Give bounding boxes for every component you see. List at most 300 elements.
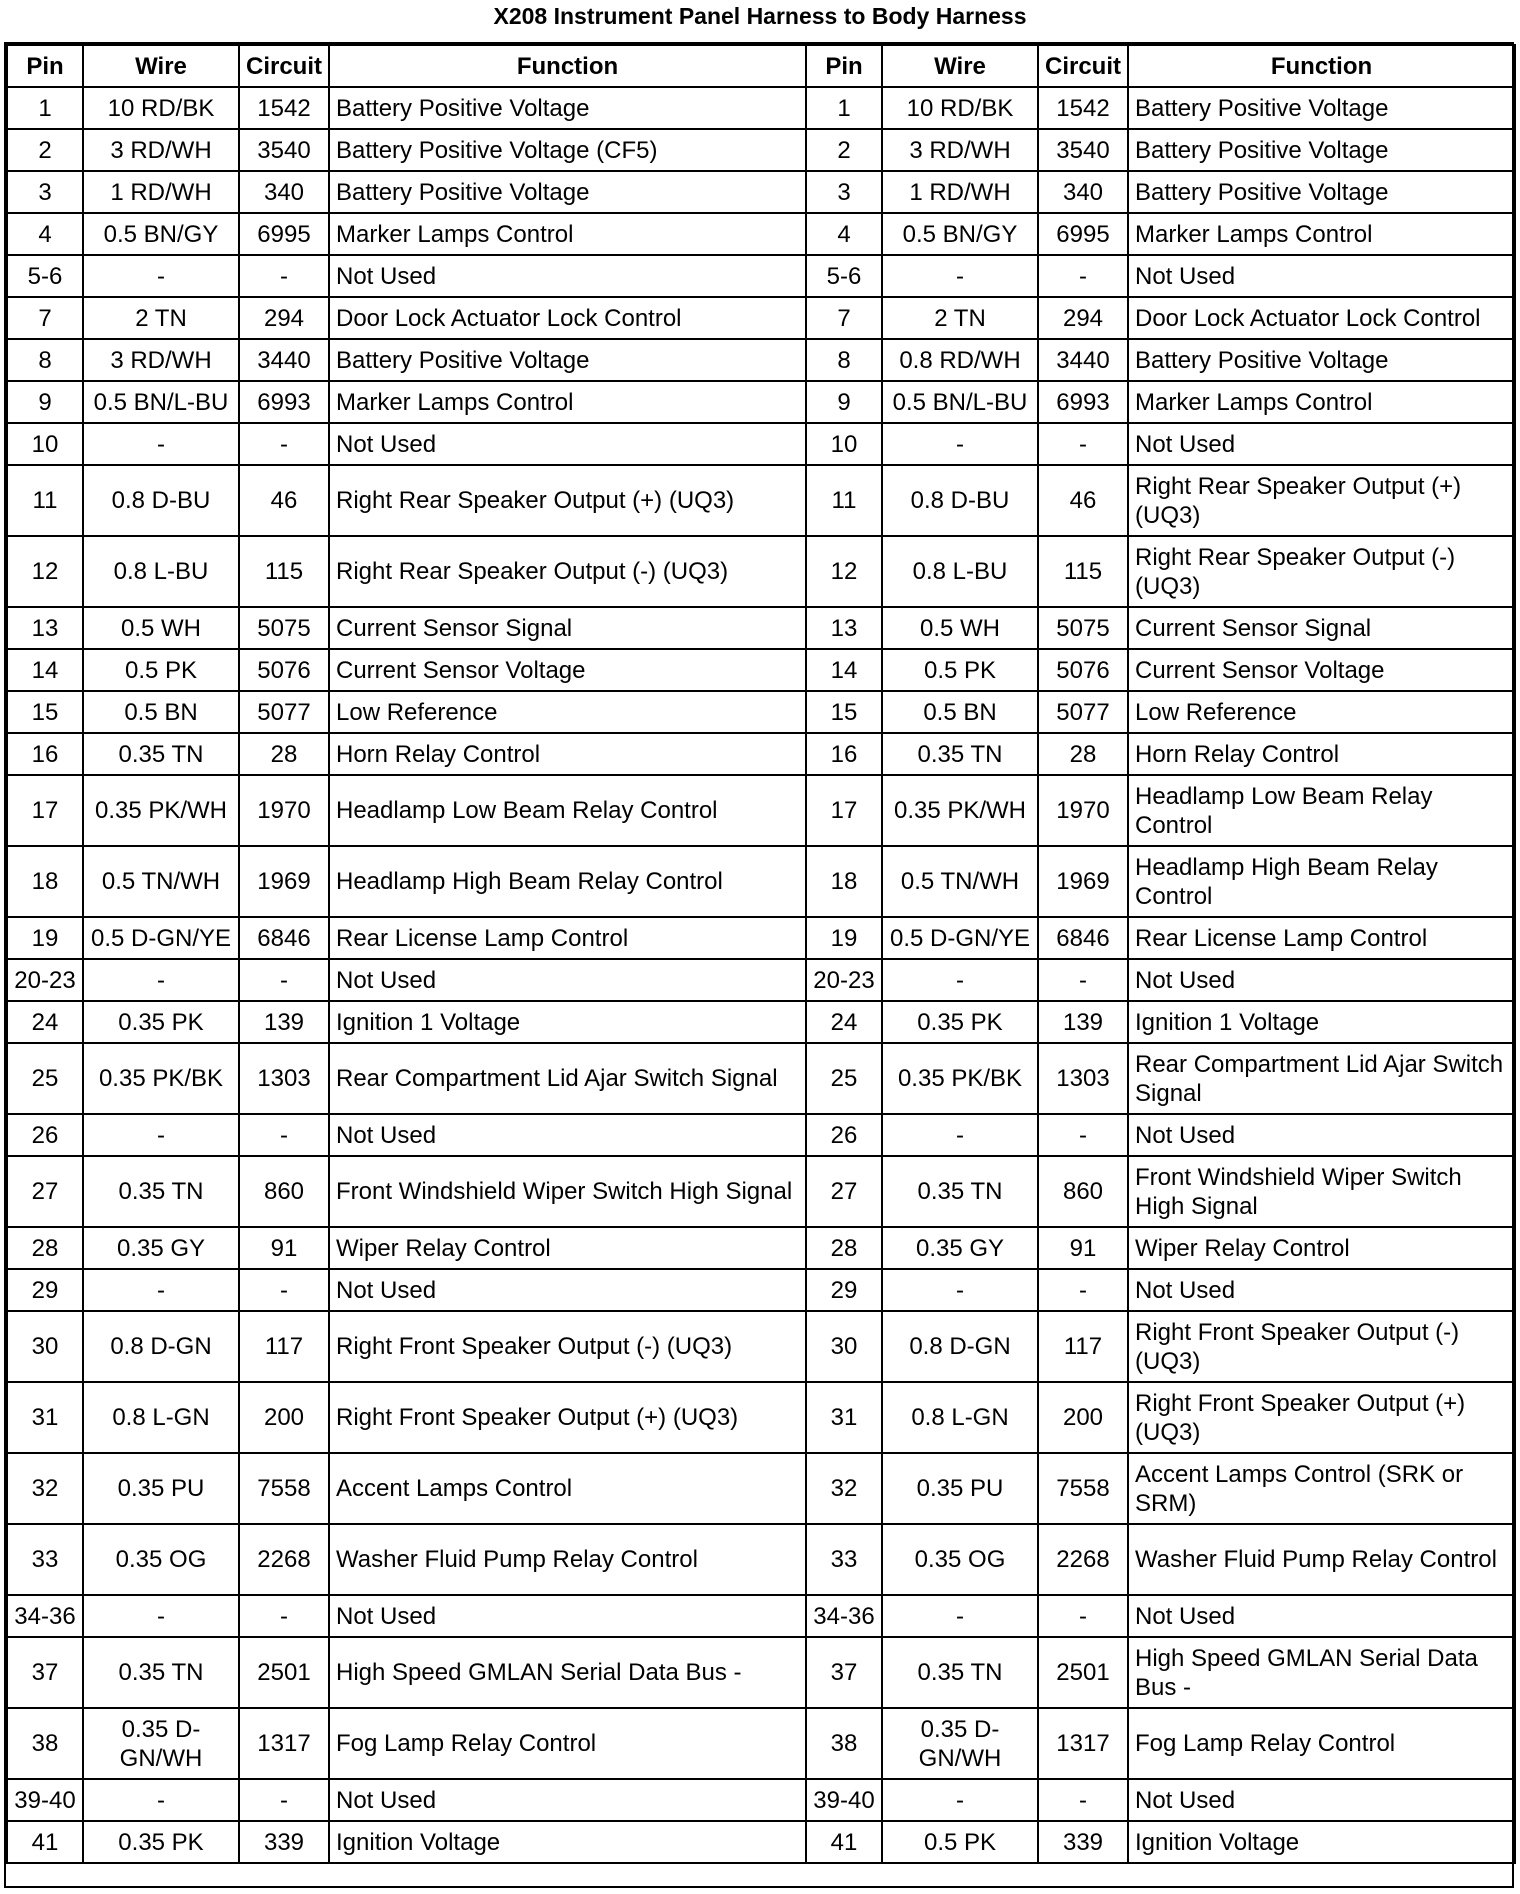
- wire-right-cell: 0.35 D-GN/WH: [882, 1708, 1038, 1779]
- table-row: [7, 733, 1515, 775]
- function-right-cell: Not Used: [1128, 1269, 1515, 1311]
- circuit-right-cell: 117: [1038, 1311, 1128, 1382]
- pin-left-cell: 3: [7, 171, 83, 213]
- function-right-cell: Wiper Relay Control: [1128, 1227, 1515, 1269]
- circuit-left-cell: 115: [239, 536, 329, 607]
- wire-left-cell: 10 RD/BK: [83, 87, 239, 129]
- pin-left-cell: 17: [7, 775, 83, 846]
- circuit-left-cell: 5077: [239, 691, 329, 733]
- pin-right-cell: 11: [806, 465, 882, 536]
- pin-left-cell: 7: [7, 297, 83, 339]
- pin-right-cell: 29: [806, 1269, 882, 1311]
- pin-left-cell: 18: [7, 846, 83, 917]
- circuit-right-cell: -: [1038, 1595, 1128, 1637]
- pin-left-cell: 11: [7, 465, 83, 536]
- wire-left-cell: -: [83, 1595, 239, 1637]
- function-right-cell: Not Used: [1128, 1779, 1515, 1821]
- pin-right-cell: 32: [806, 1453, 882, 1524]
- function-right-cell: Horn Relay Control: [1128, 733, 1515, 775]
- wire-right-cell: 0.5 TN/WH: [882, 846, 1038, 917]
- function-right-cell: Door Lock Actuator Lock Control: [1128, 297, 1515, 339]
- wire-left-cell: 0.35 TN: [83, 1637, 239, 1708]
- table-row: [7, 381, 1515, 423]
- wire-left-cell: 0.5 BN: [83, 691, 239, 733]
- pin-right-cell: 37: [806, 1637, 882, 1708]
- function-right-cell: Not Used: [1128, 255, 1515, 297]
- pin-right-cell: 33: [806, 1524, 882, 1595]
- wire-right-cell: 0.35 TN: [882, 1156, 1038, 1227]
- wire-right-cell: -: [882, 959, 1038, 1001]
- pin-right-cell: 2: [806, 129, 882, 171]
- function-left-cell: Headlamp High Beam Relay Control: [329, 846, 806, 917]
- circuit-right-cell: -: [1038, 1269, 1128, 1311]
- pin-left-cell: 24: [7, 1001, 83, 1043]
- circuit-left-cell: 860: [239, 1156, 329, 1227]
- pin-right-cell: 1: [806, 87, 882, 129]
- pin-left-cell: 38: [7, 1708, 83, 1779]
- pin-left-cell: 9: [7, 381, 83, 423]
- table-row: [7, 129, 1515, 171]
- wire-left-cell: 0.35 PK/BK: [83, 1043, 239, 1114]
- wire-left-cell: 0.35 GY: [83, 1227, 239, 1269]
- function-right-cell: Low Reference: [1128, 691, 1515, 733]
- function-left-cell: Not Used: [329, 423, 806, 465]
- circuit-left-cell: 117: [239, 1311, 329, 1382]
- table-row: [7, 1453, 1515, 1524]
- pin-left-cell: 32: [7, 1453, 83, 1524]
- function-right-cell: Not Used: [1128, 959, 1515, 1001]
- wire-right-cell: 0.35 PK/BK: [882, 1043, 1038, 1114]
- circuit-right-cell: 6993: [1038, 381, 1128, 423]
- table-row: [7, 1156, 1515, 1227]
- wire-right-cell: 0.5 BN/L-BU: [882, 381, 1038, 423]
- pin-right-cell: 12: [806, 536, 882, 607]
- wire-right-cell: 0.35 PU: [882, 1453, 1038, 1524]
- wire-right-cell: 0.5 BN/GY: [882, 213, 1038, 255]
- circuit-left-cell: 7558: [239, 1453, 329, 1524]
- circuit-right-cell: 2268: [1038, 1524, 1128, 1595]
- circuit-right-cell: 1969: [1038, 846, 1128, 917]
- pin-right-cell: 9: [806, 381, 882, 423]
- header-circuit-left: Circuit: [239, 45, 329, 87]
- wire-left-cell: 0.5 PK: [83, 649, 239, 691]
- table-row: [7, 846, 1515, 917]
- wire-left-cell: 0.35 PU: [83, 1453, 239, 1524]
- wire-right-cell: -: [882, 1595, 1038, 1637]
- wire-right-cell: 0.8 RD/WH: [882, 339, 1038, 381]
- pin-right-cell: 26: [806, 1114, 882, 1156]
- wire-left-cell: 0.8 D-BU: [83, 465, 239, 536]
- pin-left-cell: 12: [7, 536, 83, 607]
- circuit-right-cell: 1970: [1038, 775, 1128, 846]
- pin-left-cell: 19: [7, 917, 83, 959]
- pin-left-cell: 33: [7, 1524, 83, 1595]
- function-left-cell: Rear Compartment Lid Ajar Switch Signal: [329, 1043, 806, 1114]
- pin-left-cell: 14: [7, 649, 83, 691]
- wire-left-cell: -: [83, 1779, 239, 1821]
- wire-left-cell: 0.35 PK/WH: [83, 775, 239, 846]
- wire-right-cell: 0.35 GY: [882, 1227, 1038, 1269]
- circuit-left-cell: 1317: [239, 1708, 329, 1779]
- wire-right-cell: 2 TN: [882, 297, 1038, 339]
- wire-right-cell: 0.5 D-GN/YE: [882, 917, 1038, 959]
- function-left-cell: Front Windshield Wiper Switch High Signal: [329, 1156, 806, 1227]
- table-row: [7, 959, 1515, 1001]
- pin-right-cell: 38: [806, 1708, 882, 1779]
- pin-right-cell: 8: [806, 339, 882, 381]
- circuit-right-cell: -: [1038, 423, 1128, 465]
- function-left-cell: Not Used: [329, 1779, 806, 1821]
- circuit-left-cell: -: [239, 255, 329, 297]
- function-left-cell: Door Lock Actuator Lock Control: [329, 297, 806, 339]
- function-left-cell: High Speed GMLAN Serial Data Bus -: [329, 1637, 806, 1708]
- circuit-left-cell: 139: [239, 1001, 329, 1043]
- table-row: [7, 297, 1515, 339]
- table-row: [7, 607, 1515, 649]
- wire-left-cell: 3 RD/WH: [83, 339, 239, 381]
- table-row: [7, 917, 1515, 959]
- table-row: [7, 1595, 1515, 1637]
- table-header-row: [7, 45, 1515, 87]
- wire-right-cell: -: [882, 423, 1038, 465]
- wire-left-cell: -: [83, 1114, 239, 1156]
- function-left-cell: Not Used: [329, 255, 806, 297]
- circuit-right-cell: 7558: [1038, 1453, 1128, 1524]
- function-left-cell: Ignition Voltage: [329, 1821, 806, 1863]
- function-left-cell: Battery Positive Voltage: [329, 87, 806, 129]
- circuit-right-cell: 1542: [1038, 87, 1128, 129]
- table-row: [7, 465, 1515, 536]
- function-right-cell: Battery Positive Voltage: [1128, 171, 1515, 213]
- table-row: [7, 775, 1515, 846]
- wire-right-cell: 10 RD/BK: [882, 87, 1038, 129]
- circuit-right-cell: 6846: [1038, 917, 1128, 959]
- wire-right-cell: 0.8 L-BU: [882, 536, 1038, 607]
- pin-left-cell: 26: [7, 1114, 83, 1156]
- table-row: [7, 1269, 1515, 1311]
- pin-left-cell: 30: [7, 1311, 83, 1382]
- circuit-left-cell: -: [239, 1269, 329, 1311]
- wire-left-cell: 0.5 BN/GY: [83, 213, 239, 255]
- function-left-cell: Current Sensor Voltage: [329, 649, 806, 691]
- function-left-cell: Right Front Speaker Output (+) (UQ3): [329, 1382, 806, 1453]
- function-right-cell: Not Used: [1128, 1595, 1515, 1637]
- table-body: [7, 87, 1515, 1863]
- pin-left-cell: 10: [7, 423, 83, 465]
- wire-left-cell: 0.5 D-GN/YE: [83, 917, 239, 959]
- table-row: [7, 1001, 1515, 1043]
- circuit-left-cell: 200: [239, 1382, 329, 1453]
- circuit-left-cell: -: [239, 1114, 329, 1156]
- circuit-left-cell: 340: [239, 171, 329, 213]
- function-left-cell: Washer Fluid Pump Relay Control: [329, 1524, 806, 1595]
- pinout-table: [6, 44, 1516, 1864]
- circuit-right-cell: 5076: [1038, 649, 1128, 691]
- function-left-cell: Not Used: [329, 959, 806, 1001]
- wire-left-cell: 0.5 WH: [83, 607, 239, 649]
- wire-right-cell: 0.5 PK: [882, 649, 1038, 691]
- pin-left-cell: 13: [7, 607, 83, 649]
- pin-right-cell: 31: [806, 1382, 882, 1453]
- function-right-cell: Rear License Lamp Control: [1128, 917, 1515, 959]
- pin-right-cell: 13: [806, 607, 882, 649]
- circuit-right-cell: -: [1038, 1114, 1128, 1156]
- wire-left-cell: 0.35 TN: [83, 733, 239, 775]
- function-right-cell: Front Windshield Wiper Switch High Signal: [1128, 1156, 1515, 1227]
- circuit-left-cell: 5075: [239, 607, 329, 649]
- wire-right-cell: -: [882, 255, 1038, 297]
- table-row: [7, 536, 1515, 607]
- function-right-cell: Not Used: [1128, 423, 1515, 465]
- pin-right-cell: 24: [806, 1001, 882, 1043]
- table-row: [7, 339, 1515, 381]
- pin-right-cell: 27: [806, 1156, 882, 1227]
- table-row: [7, 1382, 1515, 1453]
- function-left-cell: Right Front Speaker Output (-) (UQ3): [329, 1311, 806, 1382]
- wire-left-cell: 0.35 OG: [83, 1524, 239, 1595]
- pin-right-cell: 28: [806, 1227, 882, 1269]
- function-left-cell: Battery Positive Voltage: [329, 171, 806, 213]
- wire-left-cell: -: [83, 255, 239, 297]
- circuit-right-cell: 5077: [1038, 691, 1128, 733]
- header-pin-left: Pin: [7, 45, 83, 87]
- pin-left-cell: 31: [7, 1382, 83, 1453]
- wire-left-cell: 0.8 L-BU: [83, 536, 239, 607]
- wire-left-cell: 1 RD/WH: [83, 171, 239, 213]
- function-left-cell: Battery Positive Voltage (CF5): [329, 129, 806, 171]
- function-left-cell: Not Used: [329, 1114, 806, 1156]
- circuit-left-cell: 6846: [239, 917, 329, 959]
- function-right-cell: Ignition Voltage: [1128, 1821, 1515, 1863]
- circuit-right-cell: 339: [1038, 1821, 1128, 1863]
- circuit-right-cell: 294: [1038, 297, 1128, 339]
- function-left-cell: Marker Lamps Control: [329, 213, 806, 255]
- function-right-cell: Accent Lamps Control (SRK or SRM): [1128, 1453, 1515, 1524]
- function-right-cell: Right Front Speaker Output (+) (UQ3): [1128, 1382, 1515, 1453]
- function-right-cell: Right Front Speaker Output (-) (UQ3): [1128, 1311, 1515, 1382]
- pin-left-cell: 34-36: [7, 1595, 83, 1637]
- circuit-left-cell: 1542: [239, 87, 329, 129]
- circuit-right-cell: 340: [1038, 171, 1128, 213]
- function-left-cell: Current Sensor Signal: [329, 607, 806, 649]
- function-right-cell: Battery Positive Voltage: [1128, 339, 1515, 381]
- circuit-right-cell: 28: [1038, 733, 1128, 775]
- wire-right-cell: 0.35 TN: [882, 733, 1038, 775]
- function-right-cell: Headlamp Low Beam Relay Control: [1128, 775, 1515, 846]
- circuit-right-cell: 6995: [1038, 213, 1128, 255]
- pin-right-cell: 17: [806, 775, 882, 846]
- circuit-left-cell: 5076: [239, 649, 329, 691]
- wire-right-cell: 0.8 L-GN: [882, 1382, 1038, 1453]
- table-row: [7, 213, 1515, 255]
- pin-left-cell: 5-6: [7, 255, 83, 297]
- pin-right-cell: 15: [806, 691, 882, 733]
- circuit-left-cell: -: [239, 1779, 329, 1821]
- pin-right-cell: 20-23: [806, 959, 882, 1001]
- wire-right-cell: 0.35 PK/WH: [882, 775, 1038, 846]
- function-left-cell: Marker Lamps Control: [329, 381, 806, 423]
- pin-left-cell: 1: [7, 87, 83, 129]
- table-row: [7, 1821, 1515, 1863]
- wire-right-cell: -: [882, 1114, 1038, 1156]
- pin-left-cell: 16: [7, 733, 83, 775]
- function-left-cell: Battery Positive Voltage: [329, 339, 806, 381]
- circuit-left-cell: -: [239, 423, 329, 465]
- pin-left-cell: 8: [7, 339, 83, 381]
- wire-left-cell: 0.5 BN/L-BU: [83, 381, 239, 423]
- circuit-left-cell: 1969: [239, 846, 329, 917]
- wire-left-cell: -: [83, 959, 239, 1001]
- header-wire-right: Wire: [882, 45, 1038, 87]
- wire-left-cell: -: [83, 1269, 239, 1311]
- pin-left-cell: 28: [7, 1227, 83, 1269]
- wire-left-cell: 0.35 D-GN/WH: [83, 1708, 239, 1779]
- function-left-cell: Fog Lamp Relay Control: [329, 1708, 806, 1779]
- circuit-left-cell: 6995: [239, 213, 329, 255]
- header-pin-right: Pin: [806, 45, 882, 87]
- table-row: [7, 1524, 1515, 1595]
- pin-left-cell: 29: [7, 1269, 83, 1311]
- function-right-cell: Current Sensor Signal: [1128, 607, 1515, 649]
- wire-right-cell: 0.5 PK: [882, 1821, 1038, 1863]
- circuit-left-cell: 294: [239, 297, 329, 339]
- function-left-cell: Not Used: [329, 1595, 806, 1637]
- circuit-right-cell: 3440: [1038, 339, 1128, 381]
- pin-left-cell: 4: [7, 213, 83, 255]
- wire-right-cell: 0.8 D-GN: [882, 1311, 1038, 1382]
- wire-left-cell: 0.35 PK: [83, 1001, 239, 1043]
- pin-left-cell: 41: [7, 1821, 83, 1863]
- function-left-cell: Right Rear Speaker Output (-) (UQ3): [329, 536, 806, 607]
- header-circuit-right: Circuit: [1038, 45, 1128, 87]
- table-row: [7, 171, 1515, 213]
- function-left-cell: Accent Lamps Control: [329, 1453, 806, 1524]
- circuit-right-cell: 3540: [1038, 129, 1128, 171]
- pin-left-cell: 37: [7, 1637, 83, 1708]
- table-row: [7, 649, 1515, 691]
- pin-right-cell: 39-40: [806, 1779, 882, 1821]
- pin-right-cell: 10: [806, 423, 882, 465]
- wire-left-cell: 0.35 PK: [83, 1821, 239, 1863]
- function-left-cell: Not Used: [329, 1269, 806, 1311]
- wire-right-cell: 0.5 WH: [882, 607, 1038, 649]
- page-title: X208 Instrument Panel Harness to Body Harness: [493, 3, 1027, 29]
- wire-right-cell: -: [882, 1269, 1038, 1311]
- header-function-left: Function: [329, 45, 806, 87]
- table-row: [7, 423, 1515, 465]
- circuit-left-cell: 3540: [239, 129, 329, 171]
- circuit-right-cell: 860: [1038, 1156, 1128, 1227]
- wire-right-cell: 0.35 PK: [882, 1001, 1038, 1043]
- pin-left-cell: 25: [7, 1043, 83, 1114]
- circuit-right-cell: 139: [1038, 1001, 1128, 1043]
- function-left-cell: Rear License Lamp Control: [329, 917, 806, 959]
- function-right-cell: Right Rear Speaker Output (+) (UQ3): [1128, 465, 1515, 536]
- pin-right-cell: 5-6: [806, 255, 882, 297]
- pin-right-cell: 3: [806, 171, 882, 213]
- table-row: [7, 691, 1515, 733]
- wire-right-cell: 3 RD/WH: [882, 129, 1038, 171]
- table-row: [7, 1637, 1515, 1708]
- circuit-left-cell: 1970: [239, 775, 329, 846]
- pin-left-cell: 39-40: [7, 1779, 83, 1821]
- circuit-right-cell: 46: [1038, 465, 1128, 536]
- pin-left-cell: 20-23: [7, 959, 83, 1001]
- pin-right-cell: 4: [806, 213, 882, 255]
- table-row: [7, 87, 1515, 129]
- pin-left-cell: 15: [7, 691, 83, 733]
- pin-right-cell: 25: [806, 1043, 882, 1114]
- wire-left-cell: 0.8 D-GN: [83, 1311, 239, 1382]
- pin-left-cell: 2: [7, 129, 83, 171]
- function-left-cell: Low Reference: [329, 691, 806, 733]
- circuit-right-cell: 91: [1038, 1227, 1128, 1269]
- circuit-left-cell: 28: [239, 733, 329, 775]
- table-row: [7, 255, 1515, 297]
- wire-right-cell: 0.35 TN: [882, 1637, 1038, 1708]
- pin-right-cell: 41: [806, 1821, 882, 1863]
- circuit-right-cell: 1317: [1038, 1708, 1128, 1779]
- circuit-left-cell: 91: [239, 1227, 329, 1269]
- circuit-left-cell: 6993: [239, 381, 329, 423]
- function-right-cell: Fog Lamp Relay Control: [1128, 1708, 1515, 1779]
- wire-left-cell: 0.8 L-GN: [83, 1382, 239, 1453]
- circuit-right-cell: 200: [1038, 1382, 1128, 1453]
- circuit-right-cell: -: [1038, 255, 1128, 297]
- table-row: [7, 1779, 1515, 1821]
- circuit-right-cell: 115: [1038, 536, 1128, 607]
- circuit-left-cell: 339: [239, 1821, 329, 1863]
- header-function-right: Function: [1128, 45, 1515, 87]
- wire-right-cell: 0.8 D-BU: [882, 465, 1038, 536]
- function-right-cell: Battery Positive Voltage: [1128, 87, 1515, 129]
- circuit-right-cell: 2501: [1038, 1637, 1128, 1708]
- function-right-cell: Not Used: [1128, 1114, 1515, 1156]
- circuit-left-cell: 3440: [239, 339, 329, 381]
- pin-right-cell: 19: [806, 917, 882, 959]
- header-wire-left: Wire: [83, 45, 239, 87]
- function-right-cell: Battery Positive Voltage: [1128, 129, 1515, 171]
- circuit-left-cell: 1303: [239, 1043, 329, 1114]
- table-row: [7, 1311, 1515, 1382]
- wire-right-cell: 1 RD/WH: [882, 171, 1038, 213]
- pin-right-cell: 30: [806, 1311, 882, 1382]
- pin-left-cell: 27: [7, 1156, 83, 1227]
- circuit-left-cell: -: [239, 959, 329, 1001]
- function-left-cell: Right Rear Speaker Output (+) (UQ3): [329, 465, 806, 536]
- wire-right-cell: 0.35 OG: [882, 1524, 1038, 1595]
- pin-right-cell: 18: [806, 846, 882, 917]
- wire-left-cell: 3 RD/WH: [83, 129, 239, 171]
- function-left-cell: Ignition 1 Voltage: [329, 1001, 806, 1043]
- circuit-right-cell: -: [1038, 1779, 1128, 1821]
- function-right-cell: Rear Compartment Lid Ajar Switch Signal: [1128, 1043, 1515, 1114]
- table-row: [7, 1227, 1515, 1269]
- function-right-cell: Marker Lamps Control: [1128, 213, 1515, 255]
- wire-right-cell: 0.5 BN: [882, 691, 1038, 733]
- circuit-left-cell: 2268: [239, 1524, 329, 1595]
- function-right-cell: Ignition 1 Voltage: [1128, 1001, 1515, 1043]
- table-row: [7, 1043, 1515, 1114]
- function-left-cell: Headlamp Low Beam Relay Control: [329, 775, 806, 846]
- table-row: [7, 1114, 1515, 1156]
- pin-right-cell: 7: [806, 297, 882, 339]
- function-left-cell: Wiper Relay Control: [329, 1227, 806, 1269]
- circuit-right-cell: 1303: [1038, 1043, 1128, 1114]
- function-right-cell: Right Rear Speaker Output (-) (UQ3): [1128, 536, 1515, 607]
- function-right-cell: Marker Lamps Control: [1128, 381, 1515, 423]
- wire-left-cell: -: [83, 423, 239, 465]
